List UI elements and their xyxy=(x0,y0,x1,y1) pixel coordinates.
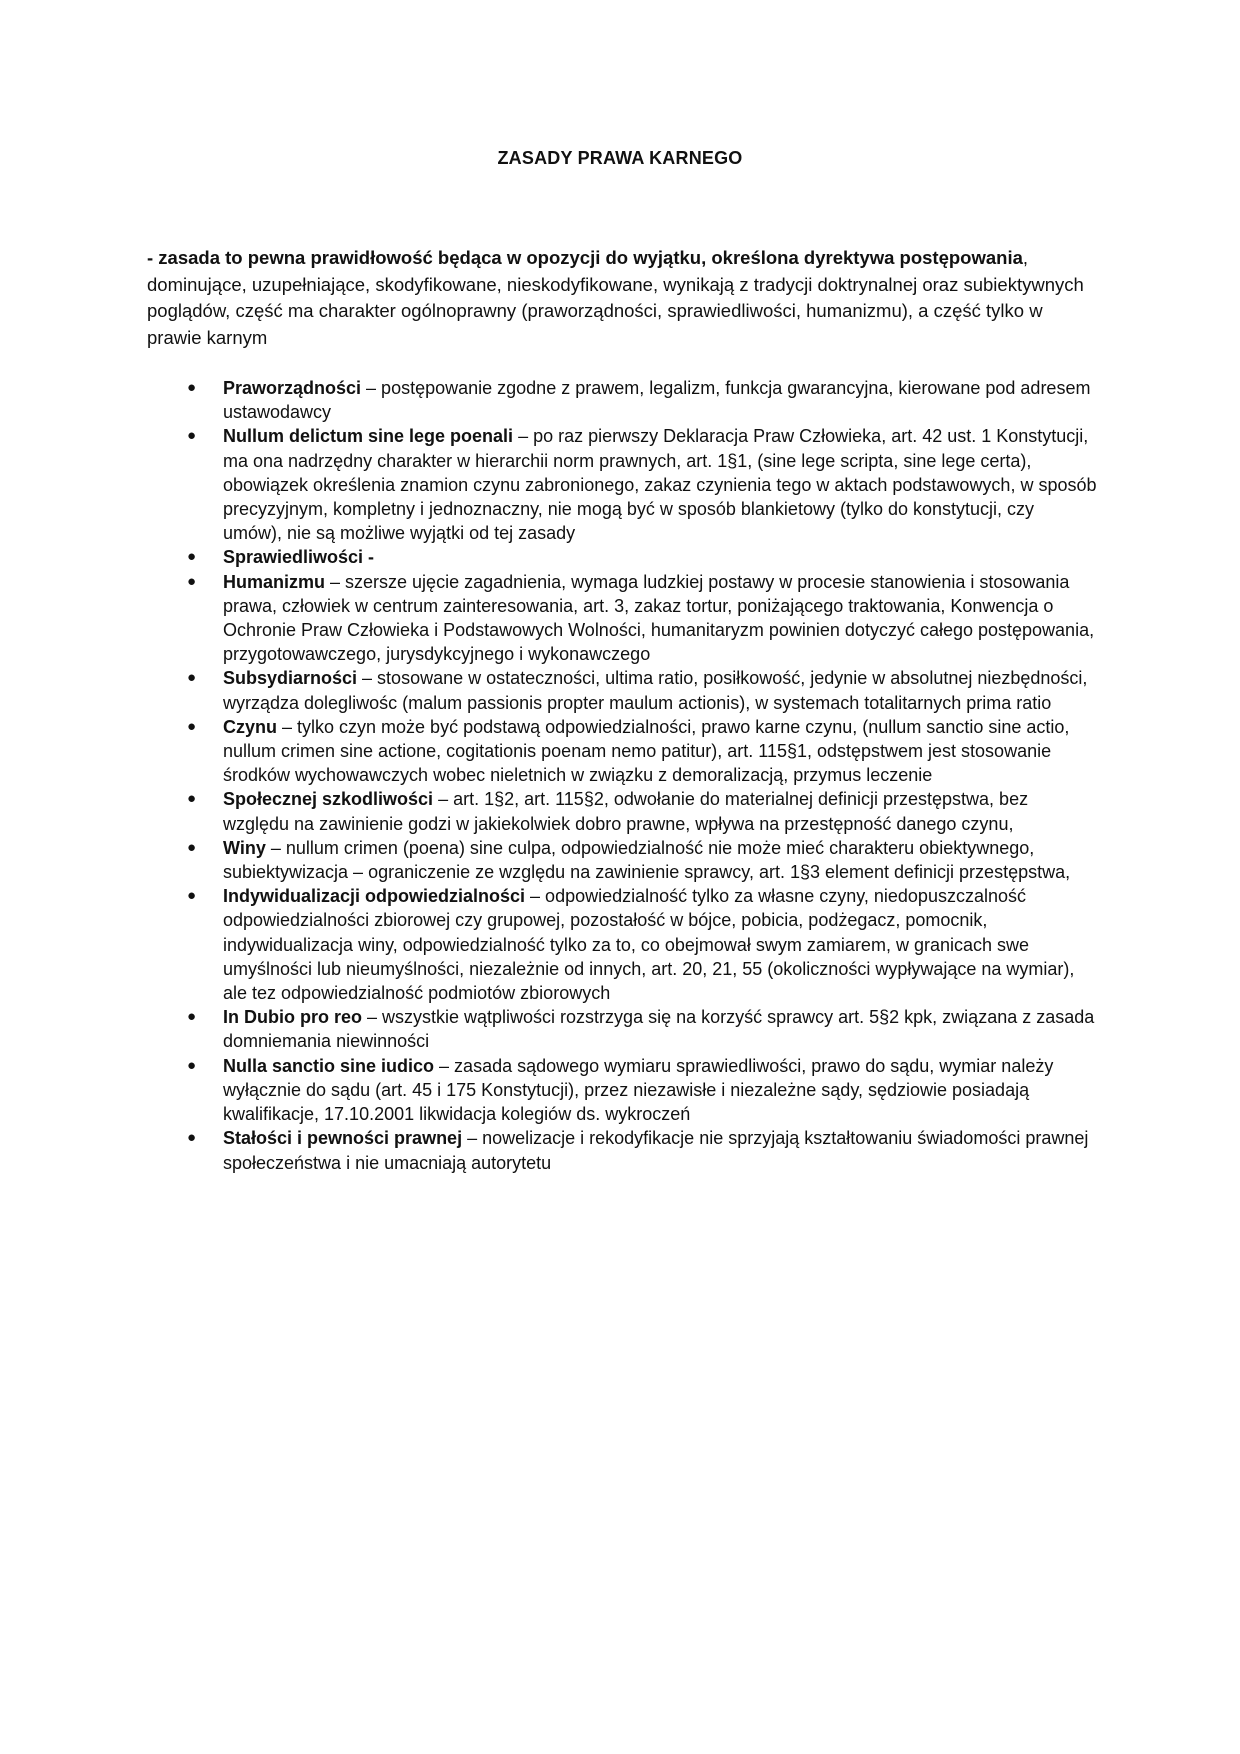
principle-text: – stosowane w ostateczności, ultima ratio, posiłkowość, jedynie w absolutnej niezbędności, wyrządza dolegliwośc (malum passionis propter maulum actionis), w systemach totalitarnych prima ratio xyxy=(223,668,1088,713)
list-item xyxy=(147,715,1097,788)
principle-term: Praworządności xyxy=(223,378,362,398)
principle-term: Nulla sanctio sine iudico xyxy=(223,1055,435,1076)
principle-term: Subsydiarności xyxy=(223,668,358,689)
list-item xyxy=(147,787,1097,835)
principle-text: – wszystkie wątpliwości rozstrzyga się na korzyść sprawcy art. 5§2 kpk, związana z zasada domniemania niewinności xyxy=(223,1007,1095,1052)
list-item xyxy=(147,376,1097,424)
principle-term: Indywidualizacji odpowiedzialności xyxy=(223,886,526,907)
principle-term: Winy xyxy=(223,837,266,858)
bullet-icon: ● xyxy=(187,717,197,735)
document-title: ZASADY PRAWA KARNEGO xyxy=(497,148,743,168)
bullet-icon: ● xyxy=(187,887,197,905)
principle-term: Humanizmu xyxy=(223,571,326,592)
bullet-icon: ● xyxy=(187,669,197,687)
principle-text: – nullum crimen (poena) sine culpa, odpowiedzialność nie może mieć charakteru obiektywnego, subiektywizacja – ograniczenie ze względu na zawinienie sprawcy, art. 1§3 element definicji przestępstwa, xyxy=(223,837,1071,883)
intro-rest: , dominujące, uzupełniające, skodyfikowane, nieskodyfikowane, wynikają z tradycji doktrynalnej oraz subiektywnych poglądów, część ma charakter ogólnoprawny (praworządności, sprawiedliwości, humanizmu), a część tylko w prawie karnym xyxy=(147,247,1084,348)
intro-bold-lead: - zasada to pewna prawidłowość będąca w opozycji do wyjątku, określona dyrektywa postępowania xyxy=(147,247,1023,268)
list-item xyxy=(147,424,1097,545)
list-item xyxy=(147,836,1097,884)
principle-text: – po raz pierwszy Deklaracja Praw Człowieka, art. 42 ust. 1 Konstytucji, ma ona nadrzędny charakter w hierarchii norm prawnych, art. 1§1, (sine lege scripta, sine lege certa), obowiązek określenia znamion czynu zabronionego, zakaz czynienia tego w aktach podstawowych, w sposób precyzyjnym, kompletny i jednoznaczny, nie mogą być w sposób blankietowy (tylko do konstytucji, czy umów), nie są możliwe wyjątki od tej zasady xyxy=(223,426,1097,544)
principle-term: Czynu xyxy=(223,716,277,737)
principles-list xyxy=(147,376,1097,1175)
principle-text: – odpowiedzialność tylko za własne czyny, niedopuszczalność odpowiedzialności zbiorowej czy grupowej, pozostałość w bójce, pobicia, podżegacz, pomocnik, indywidualizacja winy, odpowiedzialność tylko za to, co obejmował swym zamiarem, w granicach swe umyślności lub nieumyślności, niezależnie od innych, art. 20, 21, 55 (okoliczności wypływające na wymiar), ale tez odpowiedzialność podmiotów zbiorowych xyxy=(223,886,1075,1004)
principle-term: Społecznej szkodliwości xyxy=(223,789,434,810)
bullet-icon: ● xyxy=(187,572,197,590)
intro-paragraph xyxy=(147,245,1092,351)
bullet-icon: ● xyxy=(187,1056,197,1074)
principle-text: – nowelizacje i rekodyfikacje nie sprzyjają kształtowaniu świadomości prawnej społeczeństwa i nie umacniają autorytetu xyxy=(223,1128,1089,1173)
list-item xyxy=(147,1126,1097,1174)
list-item xyxy=(147,1005,1097,1053)
principle-text: – szersze ujęcie zagadnienia, wymaga ludzkiej postawy w procesie stanowienia i stosowania prawa, człowiek w centrum zainteresowania, art. 3, zakaz tortur, poniżającego traktowania, Konwencja o Ochronie Praw Człowieka i Podstawowych Wolności, humanitaryzm powinien dotyczyć całego postępowania, przygotowawczego, jurysdykcyjnego i wykonawczego xyxy=(223,571,1095,665)
list-item xyxy=(147,570,1097,667)
bullet-icon: ● xyxy=(187,838,197,856)
list-item xyxy=(147,884,1097,1005)
principle-term: Nullum delictum sine lege poenali xyxy=(223,426,514,447)
bullet-icon: ● xyxy=(187,548,197,566)
list-item xyxy=(147,666,1097,714)
list-item xyxy=(147,545,1097,569)
bullet-icon: ● xyxy=(187,1008,197,1026)
principle-term: Stałości i pewności prawnej xyxy=(223,1128,463,1149)
principle-term: Sprawiedliwości - xyxy=(223,547,375,568)
bullet-icon: ● xyxy=(187,379,197,396)
principle-term: In Dubio pro reo xyxy=(223,1007,362,1028)
bullet-icon: ● xyxy=(187,790,197,808)
list-item xyxy=(147,1054,1097,1127)
principle-text: – zasada sądowego wymiaru sprawiedliwości, prawo do sądu, wymiar należy wyłącznie do sądu (art. 45 i 175 Konstytucji), przez niezawisłe i niezależne sądy, sędziowie posiadają kwalifikacje, 17.10.2001 likwidacja kolegiów ds. wykroczeń xyxy=(223,1055,1054,1125)
bullet-icon: ● xyxy=(187,427,197,445)
bullet-icon: ● xyxy=(187,1129,197,1147)
principle-text: – tylko czyn może być podstawą odpowiedzialności, prawo karne czynu, (nullum sanctio sine actio, nullum crimen sine actione, cogitationis poenam nemo patitur), art. 115§1, odstępstwem jest stosowanie środków wychowawczych wobec nieletnich w związku z demoralizacją, przymus leczenie xyxy=(223,716,1070,786)
principle-text: – postępowanie zgodne z prawem, legalizm, funkcja gwarancyjna, kierowane pod adresem ustawodawcy xyxy=(223,378,1091,423)
principle-text: – art. 1§2, art. 115§2, odwołanie do materialnej definicji przestępstwa, bez względu na zawinienie godzi w jakiekolwiek dobro prawne, wpływa na przestępność danego czynu, xyxy=(223,789,1029,834)
